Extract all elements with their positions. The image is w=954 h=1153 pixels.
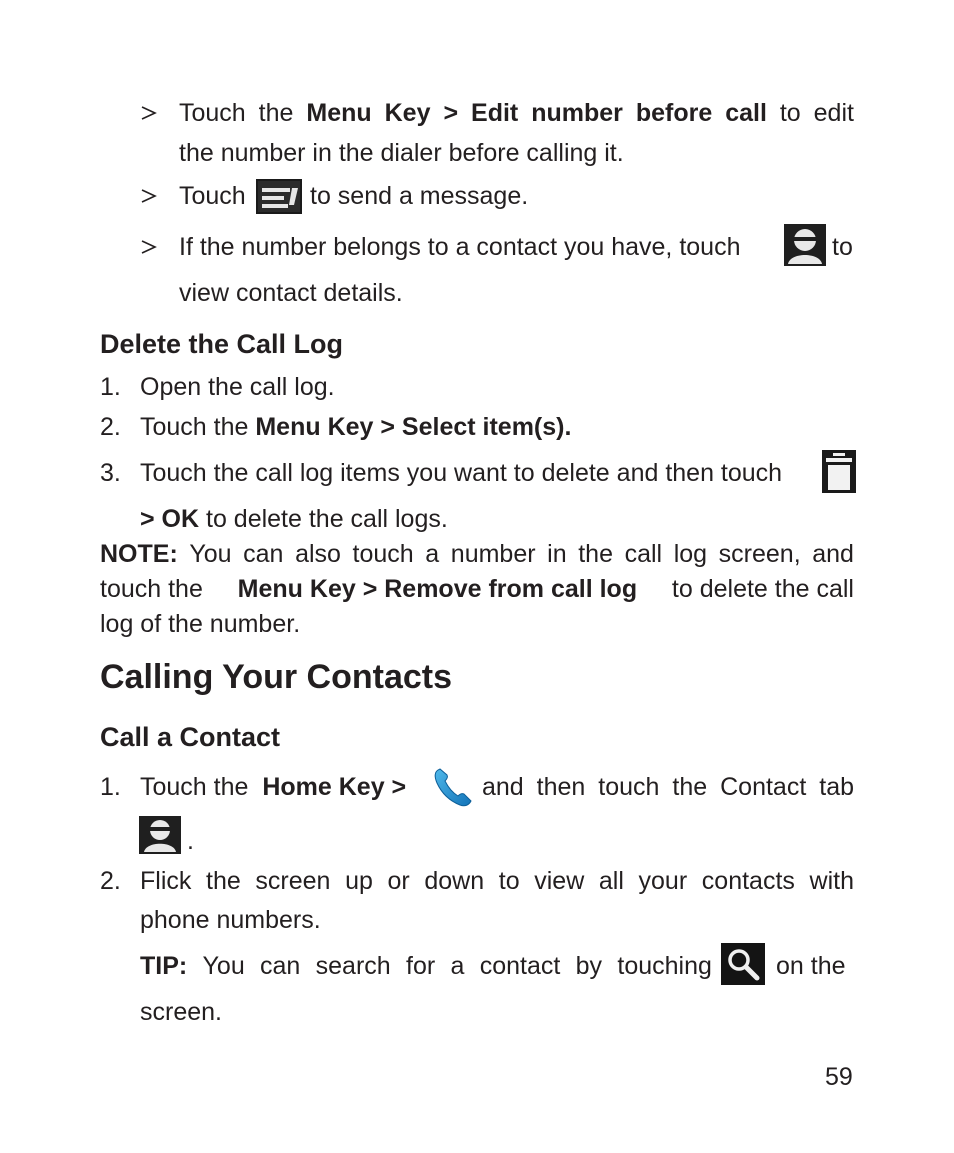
- tip-line-1: TIP: You can search for a contact by touching: [140, 952, 712, 980]
- step-number: 2.: [100, 867, 121, 895]
- delete-step-3-post: to delete the call logs.: [199, 505, 448, 533]
- delete-step-2: [140, 412, 571, 442]
- phone-icon: [432, 766, 474, 808]
- delete-step-3-line-1: Touch the call log items you want to delete and then touch: [140, 459, 783, 487]
- message-icon: [256, 179, 302, 214]
- bullet-1-line-2: the number in the dialer before calling it.: [179, 139, 624, 167]
- bullet-2-pre: Touch: [179, 182, 246, 210]
- trash-icon: [822, 450, 856, 493]
- bullet-arrow-icon: [140, 104, 158, 122]
- call-step-1-post: and then touch the Contact tab: [482, 773, 854, 801]
- step-number: 3.: [100, 459, 121, 487]
- contact-icon: [784, 224, 826, 266]
- note-line-2: touch the Menu Key > Remove from call log to delete the call: [100, 575, 854, 603]
- step-number: 1.: [100, 773, 121, 801]
- page-number: 59: [825, 1063, 853, 1091]
- call-step-2-line-2: phone numbers.: [140, 906, 321, 934]
- bullet-arrow-icon: [140, 238, 158, 256]
- bullet-2-post: to send a message.: [310, 182, 529, 210]
- contact-tab-icon: [139, 816, 181, 854]
- tip-post: on the: [776, 952, 846, 980]
- delete-step-2-pre: Touch the: [140, 413, 256, 441]
- delete-step-3-bold: > OK: [140, 505, 200, 533]
- note-line-1: NOTE: You can also touch a number in the call log screen, and: [100, 540, 854, 568]
- section-heading-call-contact: Call a Contact: [100, 722, 281, 752]
- note-line-3: log of the number.: [100, 610, 301, 638]
- bullet-1-line-1: Touch the Menu Key > Edit number before call to edit: [179, 99, 854, 127]
- delete-step-3-line-2: [140, 504, 448, 534]
- tip-line-2: screen.: [140, 998, 222, 1026]
- call-step-1-pre: Touch the Home Key >: [140, 773, 407, 801]
- bullet-3-line-2: view contact details.: [179, 279, 403, 307]
- call-step-1-period: .: [187, 827, 194, 855]
- step-number: 1.: [100, 373, 121, 401]
- section-heading-delete-call-log: Delete the Call Log: [100, 329, 344, 359]
- bullet-arrow-icon: [140, 187, 158, 205]
- step-number: 2.: [100, 413, 121, 441]
- page-title: Calling Your Contacts: [100, 658, 453, 696]
- delete-step-1: Open the call log.: [140, 373, 335, 401]
- bullet-3-post: to: [832, 233, 853, 261]
- delete-step-2-bold: Menu Key > Select item(s).: [255, 413, 572, 441]
- search-icon: [721, 943, 765, 985]
- call-step-2-line-1: Flick the screen up or down to view all your contacts with: [140, 867, 854, 895]
- bullet-3-pre: If the number belongs to a contact you have, touch: [179, 233, 741, 261]
